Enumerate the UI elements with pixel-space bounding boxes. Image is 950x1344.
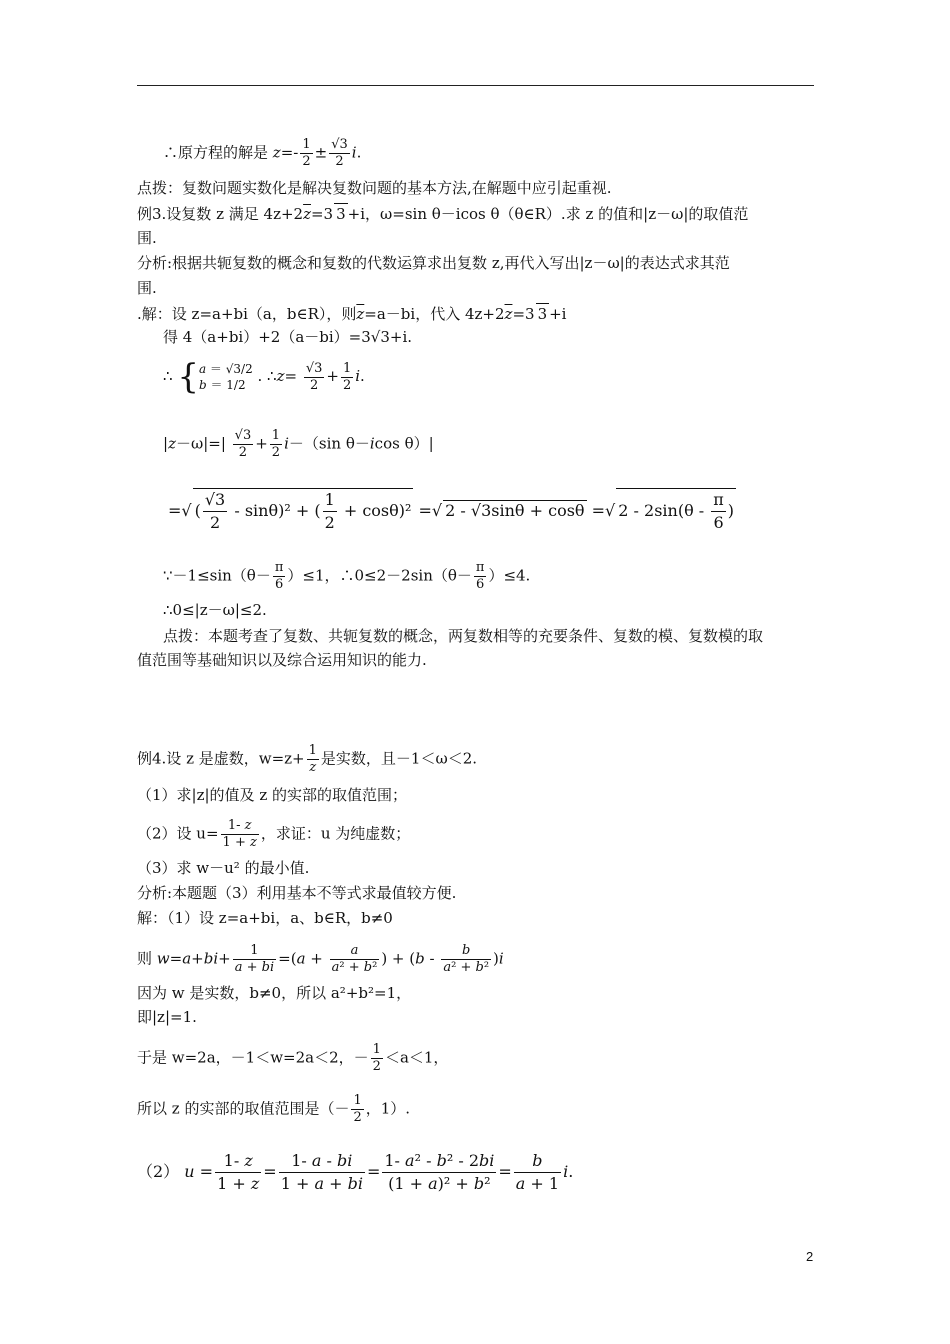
example4-line: 例4.设 z 是虚数，w=z+ $\frac{1}{z}$ 是实数，且－1＜ω＜2. <box>137 743 478 775</box>
header-rule <box>137 85 814 86</box>
derivation-line: =√ ( $\frac{√3}{2}$ - sinθ)² + ( $\frac{1}{2}$ + cosθ)² =√ 2 - √3sinθ + cosθ =√ 2 - 2sin(θ - $\frac{\pi}{6}$ ) <box>168 490 735 532</box>
question-2: （2）设 u= $\frac{1- z}{1 + z}$ ，求证：u 为纯虚数； <box>137 818 411 850</box>
text: =3 <box>512 305 535 323</box>
range-line-2: 于是 w=2a，－1＜w=2a＜2，－ $\frac{1}{2}$ ＜a＜1， <box>137 1042 449 1074</box>
analysis-line-2: 围. <box>137 279 157 297</box>
text: 于是 w=2a，－1＜w=2a＜2，－ <box>137 1048 369 1067</box>
equation-line: 得 4（a+bi）+2（a－bi）=3√3+i. <box>163 328 413 346</box>
range-result-line: 所以 z 的实部的取值范围是（－ $\frac{1}{2}$ ，1）. <box>137 1093 411 1125</box>
example3-line: 例3.设复数 z 满足 $4z+2\overline{z}=3$ 3 +i，ω=sin θ－icos θ（θ∈R）.求 z 的值和|z－ω|的取值范 <box>137 205 749 223</box>
page-number: 2 <box>806 1249 814 1264</box>
analysis-line-3: 分析:本题题（3）利用基本不等式求最值较方便. <box>137 884 457 902</box>
analysis-line: 分析:根据共轭复数的概念和复数的代数运算求出复数 z,再代入写出|z－ω|的表达式求其范 <box>137 254 730 272</box>
note-line: 点拨：复数问题实数化是解决复数问题的基本方法,在解题中应引起重视. <box>137 179 612 197</box>
question-1: （1）求|z|的值及 z 的实部的取值范围； <box>137 786 407 804</box>
text: 例4.设 z 是虚数，w=z+ <box>137 749 305 768</box>
text: +i <box>549 305 567 323</box>
text: .解：设 z=a+bi（a，b∈R），则 <box>137 305 357 323</box>
modulus-line: |z－ω|=| $\frac{√3}{2}$ + $\frac{1}{2}$ i－（sin θ－icos θ）| <box>163 428 434 460</box>
question-3: （3）求 w－u² 的最小值. <box>137 859 310 877</box>
system-line: ∴ {a ＝ √3/2 b ＝ 1/2 . ∴z= $\frac{√3}{2}$ + $\frac{1}{2}$ i. <box>163 357 365 397</box>
text: =3 <box>310 205 334 223</box>
modulus-result-line: 即|z|=1. <box>137 1008 197 1026</box>
text: ，求证：u 为纯虚数； <box>260 824 411 843</box>
range-line: ∵－1≤sin（θ－ $\frac{\pi}{6}$ ）≤1，∴0≤2－2sin（θ－ $\frac{\pi}{6}$ ）≤4. <box>163 560 531 592</box>
w-expression-line: 则 w=a+bi+ $\frac{1}{a + bi}$ =(a + $\frac{a}{\text{a² + b²}}$ ) + (b - $\frac{b}{\text{a² + b²}}$ )i <box>137 943 504 975</box>
example3-line-2: 围. <box>137 229 157 247</box>
text: ＜a＜1， <box>384 1048 449 1067</box>
text: ，1）. <box>365 1099 411 1118</box>
reason-line: 因为 w 是实数，b≠0，所以 a²+b²=1， <box>137 984 412 1002</box>
text: 所以 z 的实部的取值范围是（－ <box>137 1099 350 1118</box>
solution-intro: .解：设 z=a+bi（a，b∈R），则$\overline{z}=a-bi$，代入 $4z+2\overline{z}=3$ 3 +i <box>137 305 567 323</box>
text: 是实数，且－1＜ω＜2. <box>320 749 478 768</box>
note-line-3: 值范围等基础知识以及综合运用知识的能力. <box>137 651 427 669</box>
text: （2）设 u= <box>137 824 219 843</box>
solution-line-2: 解：（1）设 z=a+bi，a、b∈R，b≠0 <box>137 909 393 927</box>
text: 例3.设复数 z 满足 4z+2 <box>137 205 304 223</box>
text: ∴原方程的解是 <box>163 143 269 162</box>
solution-line: ∴原方程的解是 z=- $\frac{1}{2}$ ± $\frac{√3}{2}$ i. <box>163 137 362 169</box>
note-line-2: 点拨：本题考查了复数、共轭复数的概念，两复数相等的充要条件、复数的模、复数模的取 <box>163 627 764 645</box>
text: +i，ω=sin θ－icos θ（θ∈R）.求 z 的值和|z－ω|的取值范 <box>347 205 749 223</box>
u-expression-line: （2） u = $\frac{1- z}{1 + z}$ = $\frac{1- a - bi}{1 + a + bi}$ = $\frac{\text{1- a² - b² - 2bi}}{\text{(1 + a)² + b²}}$ = $\frac{b}{a + 1}$ i. <box>137 1151 574 1193</box>
text: =a－bi，代入 4z+2 <box>364 305 505 323</box>
conclusion-line: ∴0≤|z－ω|≤2. <box>163 601 267 619</box>
